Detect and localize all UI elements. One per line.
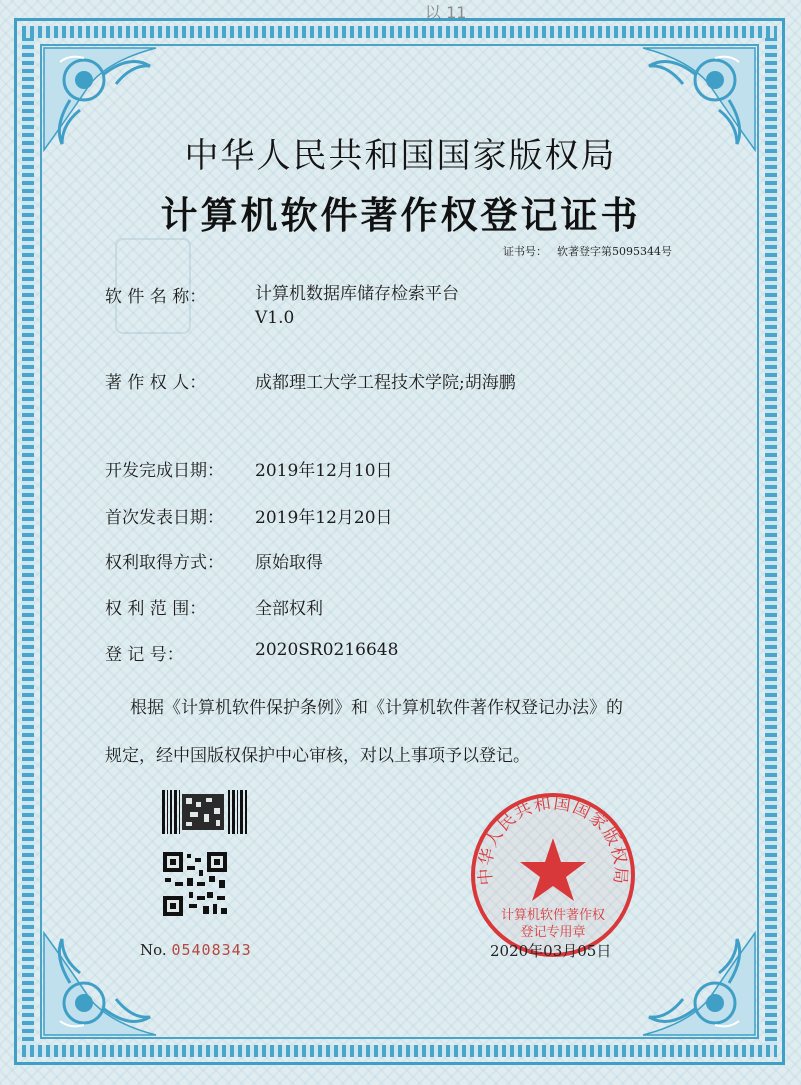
serial-number (140, 941, 252, 959)
field-value: 2019年12月10日 (255, 461, 393, 481)
field-label: 登 记 号： (105, 645, 184, 665)
barcode-icon (162, 790, 250, 834)
field-label: 权 利 范 围： (105, 599, 207, 619)
field-value: 2019年12月20日 (255, 508, 393, 528)
qr-code-icon (163, 852, 227, 916)
field-value: 成都理工大学工程技术学院;胡海鹏 (255, 373, 516, 393)
handwritten-note: 以 11 (425, 3, 467, 22)
field-value: 原始取得 (255, 553, 323, 573)
field-software-name (105, 282, 459, 330)
seal-inner-line1: 计算机软件著作权 (500, 908, 606, 923)
serial-number-value: 05408343 (171, 941, 252, 959)
field-rights-acquisition (105, 548, 323, 573)
official-seal (468, 790, 638, 960)
statement-line-1: 根据《计算机软件保护条例》和《计算机软件著作权登记办法》的 (130, 698, 623, 718)
field-copyright-owner (105, 368, 516, 393)
seal-ring-text: 中华人民共和国国家版权局 (475, 793, 631, 886)
field-label: 软 件 名 称： (105, 287, 207, 307)
field-value: 2020SR0216648 (255, 640, 399, 660)
field-label: 著 作 权 人： (105, 373, 207, 393)
serial-number-label: No. (140, 941, 167, 959)
certificate-number (503, 243, 682, 259)
issue-date: 2020年03月05日 (490, 942, 612, 960)
certificate-number-label: 证书号： (503, 245, 547, 258)
software-name-line1: 计算机数据库储存检索平台 (255, 284, 459, 304)
issuing-authority: 中华人民共和国国家版权局 (184, 136, 617, 176)
seal-inner-line2: 登记专用章 (520, 925, 586, 940)
certificate-title: 计算机软件著作权登记证书 (160, 193, 641, 237)
field-value (255, 282, 459, 330)
field-label: 开发完成日期： (105, 461, 224, 481)
field-first-publication-date (105, 503, 393, 528)
field-label: 权利取得方式： (105, 553, 224, 573)
statement-line-2: 规定，经中国版权保护中心审核，对以上事项予以登记。 (105, 746, 530, 766)
corner-ornament-bottom-right (639, 929, 759, 1039)
software-name-version: V1.0 (255, 308, 295, 328)
certificate-number-value: 软著登字第5095344号 (557, 245, 672, 258)
field-dev-completion-date (105, 456, 393, 481)
field-registration-number (105, 640, 398, 665)
field-rights-scope (105, 594, 323, 619)
field-value: 全部权利 (255, 599, 323, 619)
field-label: 首次发表日期： (105, 508, 224, 528)
